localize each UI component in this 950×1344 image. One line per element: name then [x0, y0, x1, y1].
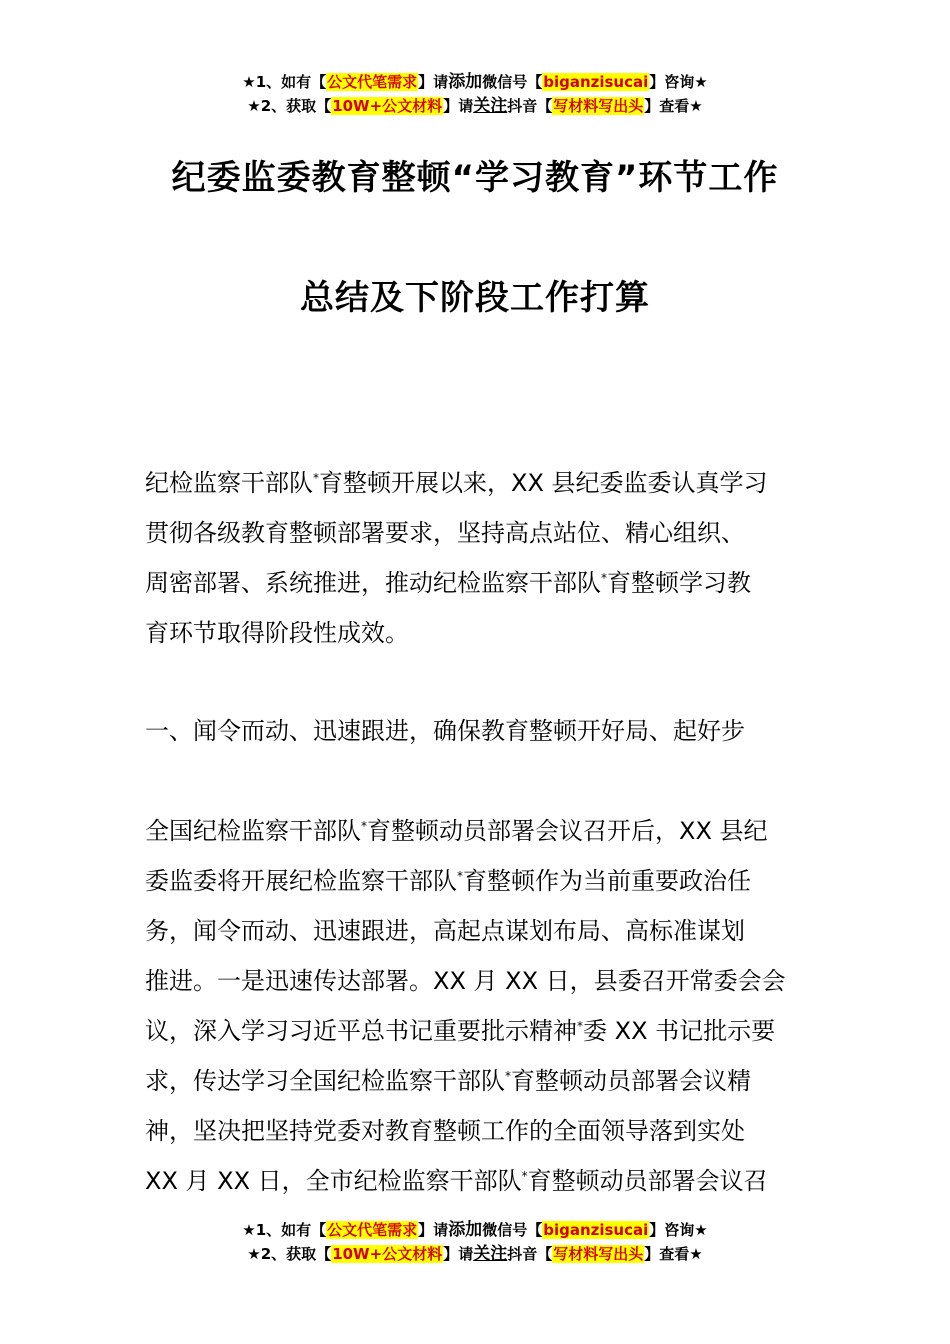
banner-emphasis: 关注: [473, 96, 508, 116]
banner-highlight: 写材料写出头: [553, 97, 644, 115]
banner-text: 】咨询★: [649, 1221, 708, 1239]
footnote-mark: *: [601, 571, 607, 585]
banner-highlight: biganzisucai: [543, 73, 649, 91]
text-run: 委监委将开展纪检监察干部队: [145, 867, 457, 895]
text-run: 纪检监察干部队: [145, 469, 313, 497]
bottom-banner: [0, 1218, 950, 1266]
text-run: 育整顿动员部署会议精: [511, 1067, 751, 1095]
banner-text: 抖音【: [507, 1245, 553, 1263]
banner-text: ★2、获取【: [247, 97, 332, 115]
paragraph-line: 神，坚决把坚持党委对教育整顿工作的全面领导落到实处: [145, 1117, 745, 1145]
paragraph-line: 推进。一是迅速传达部署。XX 月 XX 日，县委召开常委会会: [145, 967, 786, 995]
banner-text: 微信号【: [482, 1221, 543, 1239]
top-banner: [0, 70, 950, 118]
paragraph-line: [145, 558, 813, 608]
text-run: 育整顿学习教: [607, 569, 751, 597]
paragraph-line: [145, 856, 813, 906]
body-paragraph-1: [145, 806, 813, 1206]
banner-text: 】请: [418, 73, 449, 91]
paragraph-line: [145, 806, 813, 856]
banner-highlight: 公文代笔需求: [327, 73, 418, 91]
banner-text: 】咨询★: [649, 73, 708, 91]
banner-emphasis: 关注: [473, 1244, 508, 1264]
banner-line-1: [0, 70, 950, 94]
text-run: 育整顿动员部署会议召开后，XX 县纪: [367, 817, 768, 845]
banner-text: ★1、如有【: [242, 73, 327, 91]
banner-line-1: [0, 1218, 950, 1242]
banner-text: 】查看★: [644, 1245, 703, 1263]
paragraph-line: [145, 458, 813, 508]
text-run: 周密部署、系统推进，推动纪检监察干部队: [145, 569, 601, 597]
footnote-mark: *: [521, 1169, 528, 1183]
footnote-mark: *: [457, 869, 463, 883]
text-run: 育整顿作为当前重要政治任: [463, 867, 751, 895]
document-title-line-2: 总结及下阶段工作打算: [300, 278, 650, 318]
footnote-mark: *: [577, 1019, 583, 1033]
footnote-mark: *: [361, 819, 367, 833]
paragraph-line: [145, 1056, 813, 1106]
banner-emphasis: 添加: [448, 1220, 483, 1240]
text-run: 议，深入学习习近平总书记重要批示精神: [145, 1017, 577, 1045]
footnote-mark: *: [313, 471, 319, 485]
text-run: 委 XX 书记批示要: [583, 1017, 776, 1045]
text-run: 全国纪检监察干部队: [145, 817, 361, 845]
banner-text: ★2、获取【: [247, 1245, 332, 1263]
banner-text: ★1、如有【: [242, 1221, 327, 1239]
text-run: 育整顿开展以来，XX 县纪委监委认真学习: [319, 469, 768, 497]
paragraph-line: 务，闻令而动、迅速跟进，高起点谋划布局、高标准谋划: [145, 917, 745, 945]
banner-text: 】请: [418, 1221, 449, 1239]
banner-highlight: 10W+公文材料: [332, 1245, 443, 1263]
heading-text: 一、闻令而动、迅速跟进，确保教育整顿开好局、起好步: [145, 717, 745, 745]
banner-text: 】请: [443, 97, 474, 115]
text-run: XX 月 XX 日，全市纪检监察干部队: [145, 1167, 522, 1195]
banner-text: 】查看★: [644, 97, 703, 115]
footnote-mark: *: [505, 1069, 511, 1083]
banner-highlight: biganzisucai: [543, 1221, 649, 1239]
banner-highlight: 写材料写出头: [553, 1245, 644, 1263]
paragraph-line: 育环节取得阶段性成效。: [145, 619, 409, 647]
paragraph-line: 贯彻各级教育整顿部署要求，坚持高点站位、精心组织、: [145, 519, 745, 547]
banner-line-2: [0, 94, 950, 118]
banner-emphasis: 添加: [448, 72, 483, 92]
document-title-line-1: 纪委监委教育整顿“学习教育”环节工作: [171, 158, 779, 198]
banner-highlight: 公文代笔需求: [327, 1221, 418, 1239]
section-heading-1: [145, 706, 813, 756]
text-run: 求，传达学习全国纪检监察干部队: [145, 1067, 505, 1095]
banner-line-2: [0, 1242, 950, 1266]
banner-text: 抖音【: [507, 97, 553, 115]
banner-highlight: 10W+公文材料: [332, 97, 443, 115]
text-run: 育整顿动员部署会议召: [527, 1167, 768, 1195]
paragraph-line: [145, 1006, 813, 1056]
banner-text: 】请: [443, 1245, 474, 1263]
intro-paragraph: [145, 458, 813, 658]
banner-text: 微信号【: [482, 73, 543, 91]
paragraph-line: [145, 1156, 813, 1206]
